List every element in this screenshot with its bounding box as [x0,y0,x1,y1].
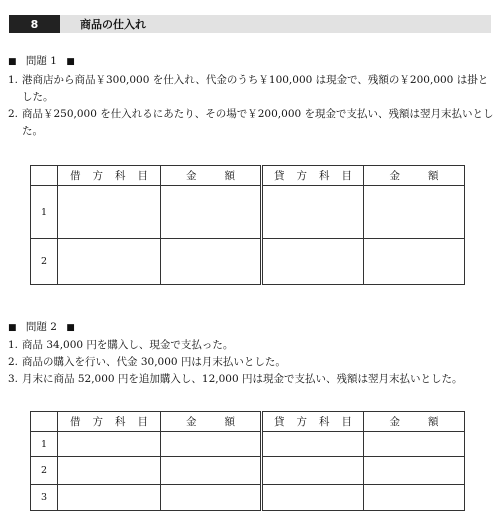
credit-account-header: 貸 方 科 目 [262,166,364,186]
question-item [8,337,494,354]
debit-account-cell[interactable] [58,432,161,457]
row-number-header [31,412,58,432]
question-item [8,371,494,388]
table-row [31,457,465,485]
section-header [9,15,491,33]
debit-account-cell[interactable] [58,239,161,285]
credit-account-cell[interactable] [262,485,364,511]
section-title: 商品の仕入れ [80,18,146,31]
debit-amount-cell[interactable] [161,239,262,285]
credit-amount-cell[interactable] [364,432,465,457]
square-marker-icon: ■ [8,323,17,333]
question-item [8,106,494,140]
problem1-questions [8,72,494,140]
question-number: 2. [8,356,19,368]
question-number: 2. [8,108,19,120]
problem1-heading [8,53,75,68]
credit-amount-header: 金 額 [364,412,465,432]
table-row [31,432,465,457]
question-number: 3. [8,373,19,385]
question-text: 商品の購入を行い、代金 30,000 円は月末払いとした。 [22,356,286,368]
credit-amount-header: 金 額 [364,166,465,186]
credit-account-header: 貸 方 科 目 [262,412,364,432]
table-row [31,239,465,285]
credit-amount-cell[interactable] [364,457,465,485]
credit-amount-cell[interactable] [364,485,465,511]
section-number: 8 [9,15,60,33]
row-number: 3 [31,485,58,511]
row-number: 2 [31,457,58,485]
question-text: 港商店から商品￥300,000 を仕入れ、代金のうち￥100,000 は現金で、残額の￥200,000 は掛とした。 [22,74,489,103]
problem2-title: 問題 2 [25,321,57,333]
debit-account-cell[interactable] [58,457,161,485]
square-marker-icon: ■ [66,57,75,67]
credit-account-cell[interactable] [262,186,364,239]
debit-account-cell[interactable] [58,485,161,511]
debit-account-header: 借 方 科 目 [58,412,161,432]
credit-account-cell[interactable] [262,457,364,485]
row-number: 1 [31,432,58,457]
question-number: 1. [8,74,19,86]
journal-table-2 [30,411,465,511]
debit-amount-cell[interactable] [161,186,262,239]
question-number: 1. [8,339,19,351]
table-row [31,485,465,511]
question-item [8,354,494,371]
problem2-heading [8,319,75,334]
debit-amount-cell[interactable] [161,457,262,485]
row-number: 1 [31,186,58,239]
journal-table-1 [30,165,465,285]
credit-amount-cell[interactable] [364,239,465,285]
debit-amount-cell[interactable] [161,432,262,457]
problem1-title: 問題 1 [25,55,57,67]
row-number-header [31,166,58,186]
table-row [31,186,465,239]
debit-amount-header: 金 額 [161,166,262,186]
problem2-questions [8,337,494,388]
square-marker-icon: ■ [8,57,17,67]
question-text: 商品 34,000 円を購入し、現金で支払った。 [22,339,234,351]
row-number: 2 [31,239,58,285]
credit-account-cell[interactable] [262,432,364,457]
square-marker-icon: ■ [66,323,75,333]
credit-account-cell[interactable] [262,239,364,285]
credit-amount-cell[interactable] [364,186,465,239]
question-text: 商品￥250,000 を仕入れるにあたり、その場で￥200,000 を現金で支払い、残額は翌月末払いとした。 [22,108,494,137]
question-text: 月末に商品 52,000 円を追加購入し、12,000 円は現金で支払い、残額は翌月末払いとした。 [22,373,463,385]
debit-amount-header: 金 額 [161,412,262,432]
question-item [8,72,494,106]
debit-amount-cell[interactable] [161,485,262,511]
debit-account-header: 借 方 科 目 [58,166,161,186]
debit-account-cell[interactable] [58,186,161,239]
